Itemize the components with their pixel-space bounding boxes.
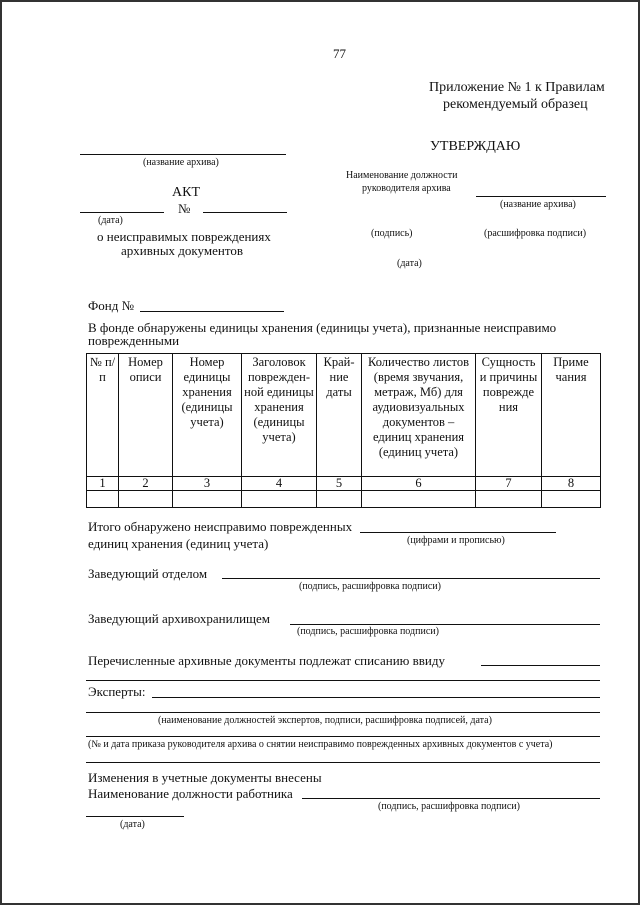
table-cell[interactable] xyxy=(362,491,476,508)
header-cell: Номер единицы хранения (единицы учета) xyxy=(173,354,242,477)
experts-line-1[interactable] xyxy=(152,697,600,698)
changes-caption: (подпись, расшифровка подписи) xyxy=(378,801,520,812)
disposal-text: Перечисленные архивные документы подлежат списанию ввиду xyxy=(88,653,445,668)
table-cell[interactable] xyxy=(119,491,173,508)
damaged-documents-table xyxy=(86,353,601,508)
column-number-cell: 5 xyxy=(317,477,362,491)
appendix-line-1: Приложение № 1 к Правилам xyxy=(429,80,605,95)
act-date-caption: (дата) xyxy=(98,215,123,226)
head-dept-caption: (подпись, расшифровка подписи) xyxy=(299,581,441,592)
column-number-cell: 4 xyxy=(242,477,317,491)
total-caption: (цифрами и прописью) xyxy=(407,535,505,546)
column-number-cell: 8 xyxy=(542,477,601,491)
order-line[interactable] xyxy=(86,736,600,737)
header-cell: Край-ние даты xyxy=(317,354,362,477)
head-storage-caption: (подпись, расшифровка подписи) xyxy=(297,626,439,637)
approve-archive-name-line xyxy=(476,196,606,197)
changes-signature-line[interactable] xyxy=(302,798,600,799)
approve-signature-caption: (подпись) xyxy=(371,228,413,239)
experts-caption: (наименование должностей экспертов, подписи, расшифровка подписей, дата) xyxy=(158,715,492,726)
found-text-line-1: В фонде обнаружены единицы хранения (единицы учета), признанные неисправимо xyxy=(88,320,557,335)
table-cell[interactable] xyxy=(173,491,242,508)
table-cell[interactable] xyxy=(476,491,542,508)
table-row xyxy=(87,491,601,508)
column-number-cell: 1 xyxy=(87,477,119,491)
header-cell: Количество листов (время звучания, метраж, Мб) для аудиовизуальных документов – единиц хранения (единиц учета) xyxy=(362,354,476,477)
fond-label: Фонд № xyxy=(88,298,134,313)
header-cell: Сущность и причины поврежде ния xyxy=(476,354,542,477)
act-archive-name-line xyxy=(80,154,286,155)
header-cell: Заголовок поврежден-ной единицы хранения (единицы учета) xyxy=(242,354,317,477)
disposal-reason-line[interactable] xyxy=(481,665,600,666)
total-input-line[interactable] xyxy=(360,532,556,533)
act-date-line xyxy=(80,212,164,213)
column-number-cell: 2 xyxy=(119,477,173,491)
order-caption: (№ и дата приказа руководителя архива о снятии неисправимо поврежденных архивных документов с учета) xyxy=(88,739,553,750)
found-text-line-2: поврежденными xyxy=(88,333,180,348)
appendix-line-2: рекомендуемый образец xyxy=(443,97,588,112)
header-cell: Приме чания xyxy=(542,354,601,477)
act-subject-line-1: о неисправимых повреждениях xyxy=(97,229,271,244)
approve-archive-name-caption: (название архива) xyxy=(500,199,576,210)
order-line-2[interactable] xyxy=(86,762,600,763)
act-title: АКТ xyxy=(172,185,200,200)
column-number-cell: 6 xyxy=(362,477,476,491)
table-cell[interactable] xyxy=(87,491,119,508)
column-number-cell: 7 xyxy=(476,477,542,491)
fond-number-line xyxy=(140,311,284,312)
changes-date-caption: (дата) xyxy=(120,819,145,830)
changes-date-line[interactable] xyxy=(86,816,184,817)
table-cell[interactable] xyxy=(242,491,317,508)
approve-title: УТВЕРЖДАЮ xyxy=(430,139,521,154)
head-dept-signature-line[interactable] xyxy=(222,578,600,579)
approve-position-line-2: руководителя архива xyxy=(362,183,451,194)
table-header-row xyxy=(87,354,601,477)
experts-label: Эксперты: xyxy=(88,684,146,699)
table-cell[interactable] xyxy=(317,491,362,508)
page-number: 77 xyxy=(333,46,346,61)
approve-decoding-caption: (расшифровка подписи) xyxy=(484,228,587,239)
header-cell: № п/п xyxy=(87,354,119,477)
head-storage-signature-line[interactable] xyxy=(290,624,600,625)
total-line-1: Итого обнаружено неисправимо поврежденных xyxy=(88,519,353,534)
disposal-reason-line-2[interactable] xyxy=(86,680,600,681)
table-cell[interactable] xyxy=(542,491,601,508)
header-cell: Номер описи xyxy=(119,354,173,477)
column-number-cell: 3 xyxy=(173,477,242,491)
act-archive-name-caption: (название архива) xyxy=(143,157,219,168)
changes-line-2: Наименование должности работника xyxy=(88,786,293,801)
act-subject-line-2: архивных документов xyxy=(121,243,243,258)
total-line-2: единиц хранения (единиц учета) xyxy=(88,536,269,551)
table-number-row xyxy=(87,477,601,491)
approve-date-caption: (дата) xyxy=(397,258,422,269)
head-storage-label: Заведующий архивохранилищем xyxy=(88,611,271,626)
head-dept-label: Заведующий отделом xyxy=(88,566,208,581)
changes-line-1: Изменения в учетные документы внесены xyxy=(88,770,322,785)
approve-position-line-1: Наименование должности xyxy=(346,170,458,181)
experts-line-2[interactable] xyxy=(86,712,600,713)
act-number-label: № xyxy=(178,201,191,216)
act-number-line xyxy=(203,212,287,213)
